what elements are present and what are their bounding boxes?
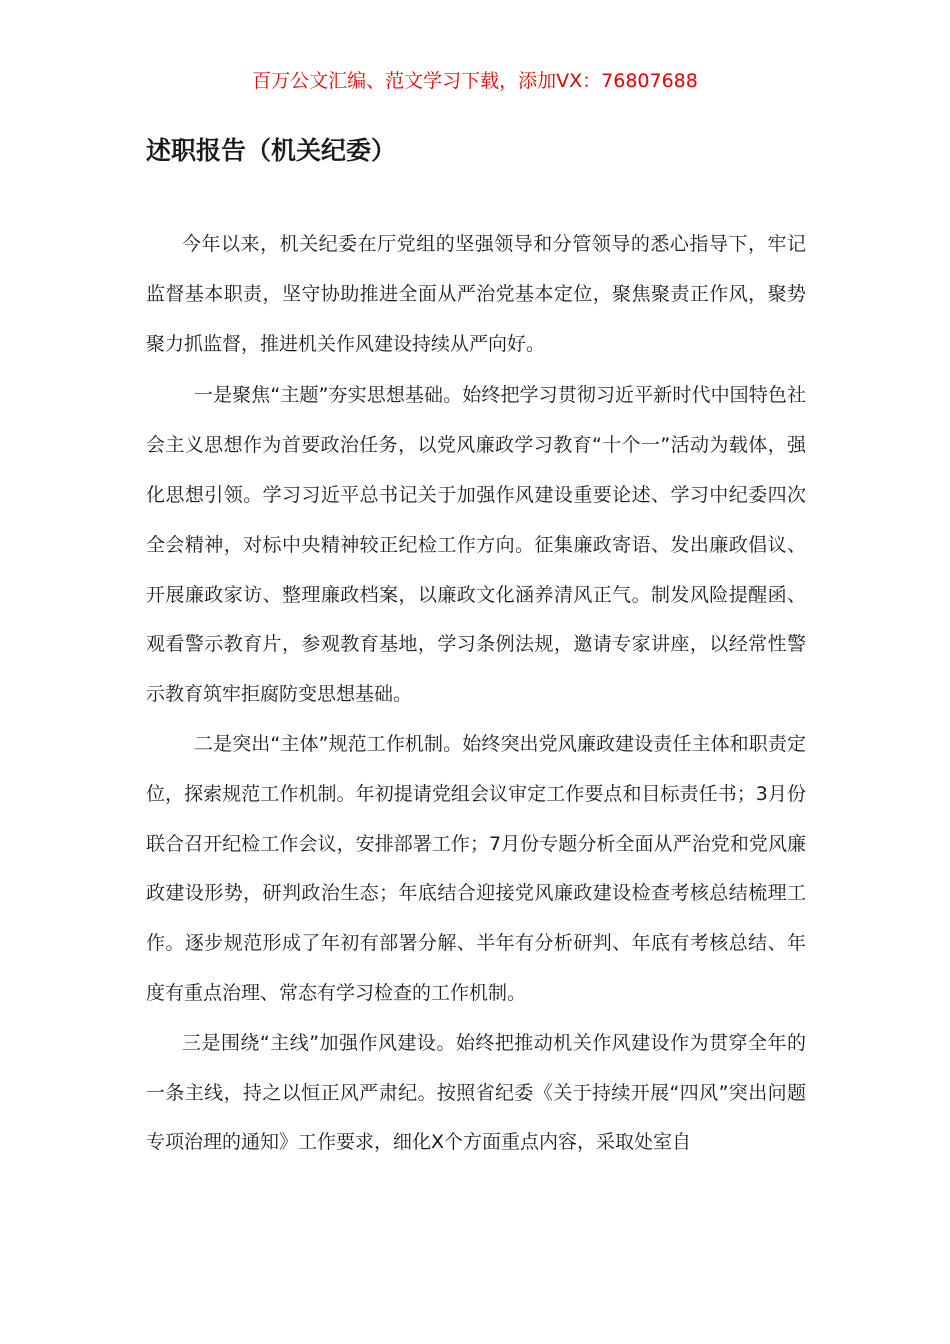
paragraph-point-3: 三是围绕“主线”加强作风建设。始终把推动机关作风建设作为贯穿全年的一条主线，持之以恒正风严肃纪。按照省纪委《关于持续开展“四风”突出问题专项治理的通知》工作要求，细化X个方面重点内容，采取处室自 <box>146 1031 806 1154</box>
paragraph-point-1: 一是聚焦“主题”夯实思想基础。始终把学习贯彻习近平新时代中国特色社会主义思想作为首要政治任务，以党风廉政学习教育“十个一”活动为载体，强化思想引领。学习习近平总书记关于加强作风建设重要论述、学习中纪委四次全会精神，对标中央精神较正纪检工作方向。征集廉政寄语、发出廉政倡议、开展廉政家访、整理廉政档案，以廉政文化涵养清风正气。制发风险提醒函、观看警示教育片，参观教育基地，学习条例法规，邀请专家讲座，以经常性警示教育筑牢拒腐防变思想基础。 <box>146 384 806 706</box>
document-title: 述职报告（机关纪委） <box>146 136 397 165</box>
paragraph-point-2: 二是突出“主体”规范工作机制。始终突出党风廉政建设责任主体和职责定位，探索规范工作机制。年初提请党组会议审定工作要点和目标责任书；3月份联合召开纪检工作会议，安排部署工作；7月份专题分析全面从严治党和党风廉政建设形势，研判政治生态；年底结合迎接党风廉政建设检查考核总结梳理工作。逐步规范形成了年初有部署分解、半年有分析研判、年底有考核总结、年度有重点治理、常态有学习检查的工作机制。 <box>146 732 806 1004</box>
promo-banner: 百万公文汇编、范文学习下载，添加VX：76807688 <box>252 70 698 92</box>
paragraph-intro: 今年以来，机关纪委在厅党组的坚强领导和分管领导的悉心指导下，牢记监督基本职责，坚守协助推进全面从严治党基本定位，聚焦聚责正作风，聚势聚力抓监督，推进机关作风建设持续从严向好。 <box>146 233 806 355</box>
document-body <box>146 220 806 1168</box>
